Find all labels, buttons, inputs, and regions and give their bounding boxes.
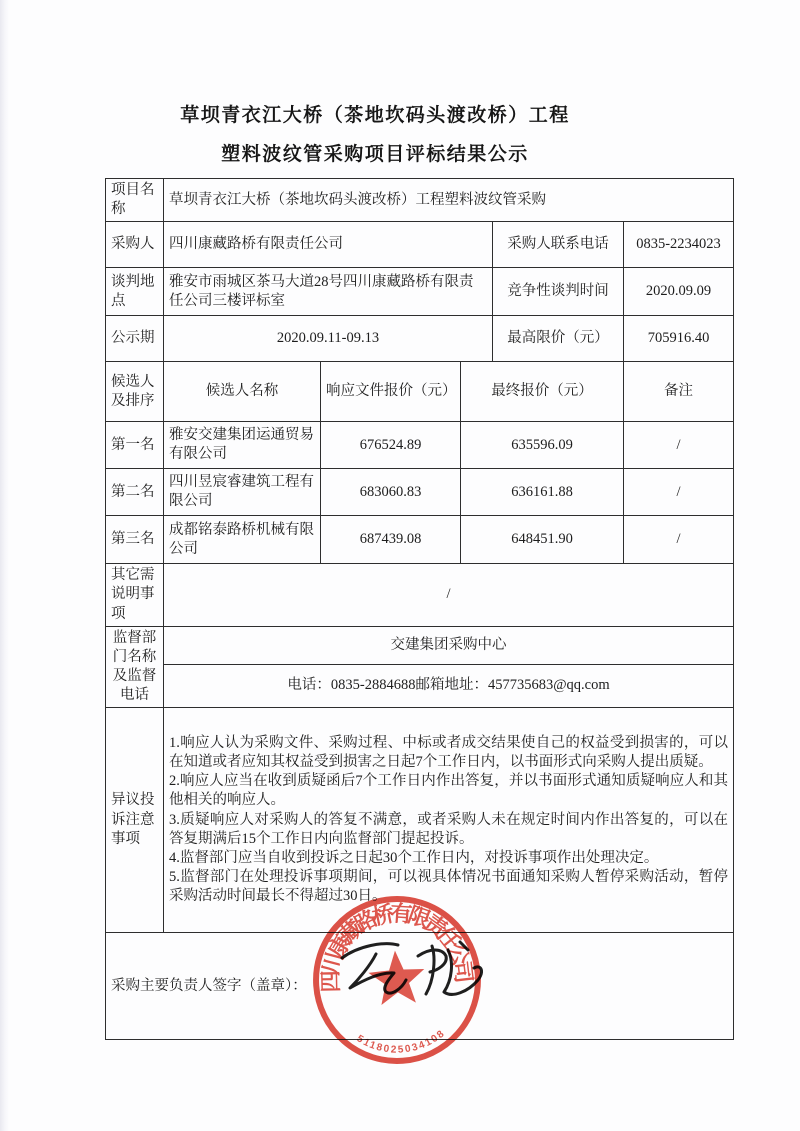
objection-label: 异议投诉注意事项 xyxy=(106,708,164,933)
objection-item-3: 3.质疑响应人对采购人的答复不满意，或者采购人未在规定时间内作出答复的，可以在答复期满后15个工作日内向监督部门提起投诉。 xyxy=(169,811,729,847)
negotiation-place-label: 谈判地点 xyxy=(106,268,164,316)
negotiation-place-value: 雅安市雨城区茶马大道28号四川康藏路桥有限责任公司三楼评标室 xyxy=(164,268,493,316)
candidate-3-name: 成都铭泰路桥机械有限公司 xyxy=(164,516,321,564)
candidate-1-remark: / xyxy=(624,422,734,469)
row-publicity-period xyxy=(106,316,734,362)
purchaser-value: 四川康藏路桥有限责任公司 xyxy=(164,222,493,268)
document-title-line1: 草坝青衣江大桥（茶地坎码头渡改桥）工程 xyxy=(180,105,570,126)
candidate-row-1 xyxy=(106,422,734,469)
candidate-1-rank: 第一名 xyxy=(106,422,164,469)
supervision-department: 交建集团采购中心 xyxy=(164,626,734,664)
candidate-3-remark: / xyxy=(624,516,734,564)
negotiation-time-value: 2020.09.09 xyxy=(624,268,734,316)
objection-item-1: 1.响应人认为采购文件、采购过程、中标或者成交结果使自己的权益受到损害的，可以在知道或者应知其权益受到损害之日起7个工作日内，以书面形式向采购人提出质疑。 xyxy=(169,735,729,771)
objection-item-2: 2.响应人应当在收到质疑函后7个工作日内作出答复，并以书面形式通知质疑响应人和其他相关的响应人。 xyxy=(169,773,729,809)
candidate-2-remark: / xyxy=(624,469,734,516)
other-notes-value: / xyxy=(164,564,734,626)
candidates-name-header: 候选人名称 xyxy=(164,362,321,422)
row-supervision-department xyxy=(106,626,734,664)
purchaser-phone-value: 0835-2234023 xyxy=(624,222,734,268)
purchaser-label: 采购人 xyxy=(106,222,164,268)
objection-item-5: 5.监督部门在处理投诉事项期间，可以视具体情况书面通知采购人暂停采购活动，暂停采购活动时间最长不得超过30日。 xyxy=(169,868,729,905)
candidate-1-final-price: 635596.09 xyxy=(461,422,624,469)
candidate-3-final-price: 648451.90 xyxy=(461,516,624,564)
signature-label: 采购主要负责人签字（盖章）： xyxy=(111,977,307,994)
scan-edge-artifact xyxy=(0,0,9,1131)
supervision-label: 监督部门名称及监督电话 xyxy=(106,626,164,708)
max-price-value: 705916.40 xyxy=(624,316,734,362)
row-negotiation-place xyxy=(106,268,734,316)
row-supervision-contact xyxy=(106,664,734,707)
project-name-value: 草坝青衣江大桥（茶地坎码头渡改桥）工程塑料波纹管采购 xyxy=(164,179,734,222)
max-price-label: 最高限价（元） xyxy=(493,316,624,362)
candidates-rank-header: 候选人及排序 xyxy=(106,362,164,422)
candidate-row-3 xyxy=(106,516,734,564)
objection-item-4: 4.监督部门应当自收到投诉之日起30个工作日内，对投诉事项作出处理决定。 xyxy=(169,849,659,866)
candidate-1-name: 雅安交建集团运通贸易有限公司 xyxy=(164,422,321,469)
row-other-notes xyxy=(106,564,734,626)
supervision-contact: 电话：0835-2884688邮箱地址：457735683@qq.com xyxy=(164,664,734,707)
handwritten-signature xyxy=(336,928,506,1010)
seal-serial-number: 5118025034108 xyxy=(354,1027,448,1056)
candidate-2-doc-price: 683060.83 xyxy=(321,469,461,516)
candidate-1-doc-price: 676524.89 xyxy=(321,422,461,469)
document-title-line2: 塑料波纹管采购项目评标结果公示 xyxy=(221,144,529,165)
row-candidates-header xyxy=(106,362,734,422)
project-name-label: 项目名称 xyxy=(106,179,164,222)
candidate-row-2 xyxy=(106,469,734,516)
candidate-2-name: 四川昱宸睿建筑工程有限公司 xyxy=(164,469,321,516)
row-purchaser xyxy=(106,222,734,268)
candidates-docprice-header: 响应文件报价（元） xyxy=(321,362,461,422)
other-notes-label: 其它需说明事项 xyxy=(106,564,164,626)
publicity-period-label: 公示期 xyxy=(106,316,164,362)
candidates-finalprice-header: 最终报价（元） xyxy=(461,362,624,422)
candidate-2-rank: 第二名 xyxy=(106,469,164,516)
candidate-3-doc-price: 687439.08 xyxy=(321,516,461,564)
candidate-2-final-price: 636161.88 xyxy=(461,469,624,516)
row-project-name xyxy=(106,179,734,222)
seal-company-name: 四川康藏路桥有限责任公司 xyxy=(317,900,477,993)
candidate-3-rank: 第三名 xyxy=(106,516,164,564)
negotiation-time-label: 竞争性谈判时间 xyxy=(493,268,624,316)
candidates-remark-header: 备注 xyxy=(624,362,734,422)
publicity-period-value: 2020.09.11-09.13 xyxy=(164,316,493,362)
purchaser-phone-label: 采购人联系电话 xyxy=(493,222,624,268)
